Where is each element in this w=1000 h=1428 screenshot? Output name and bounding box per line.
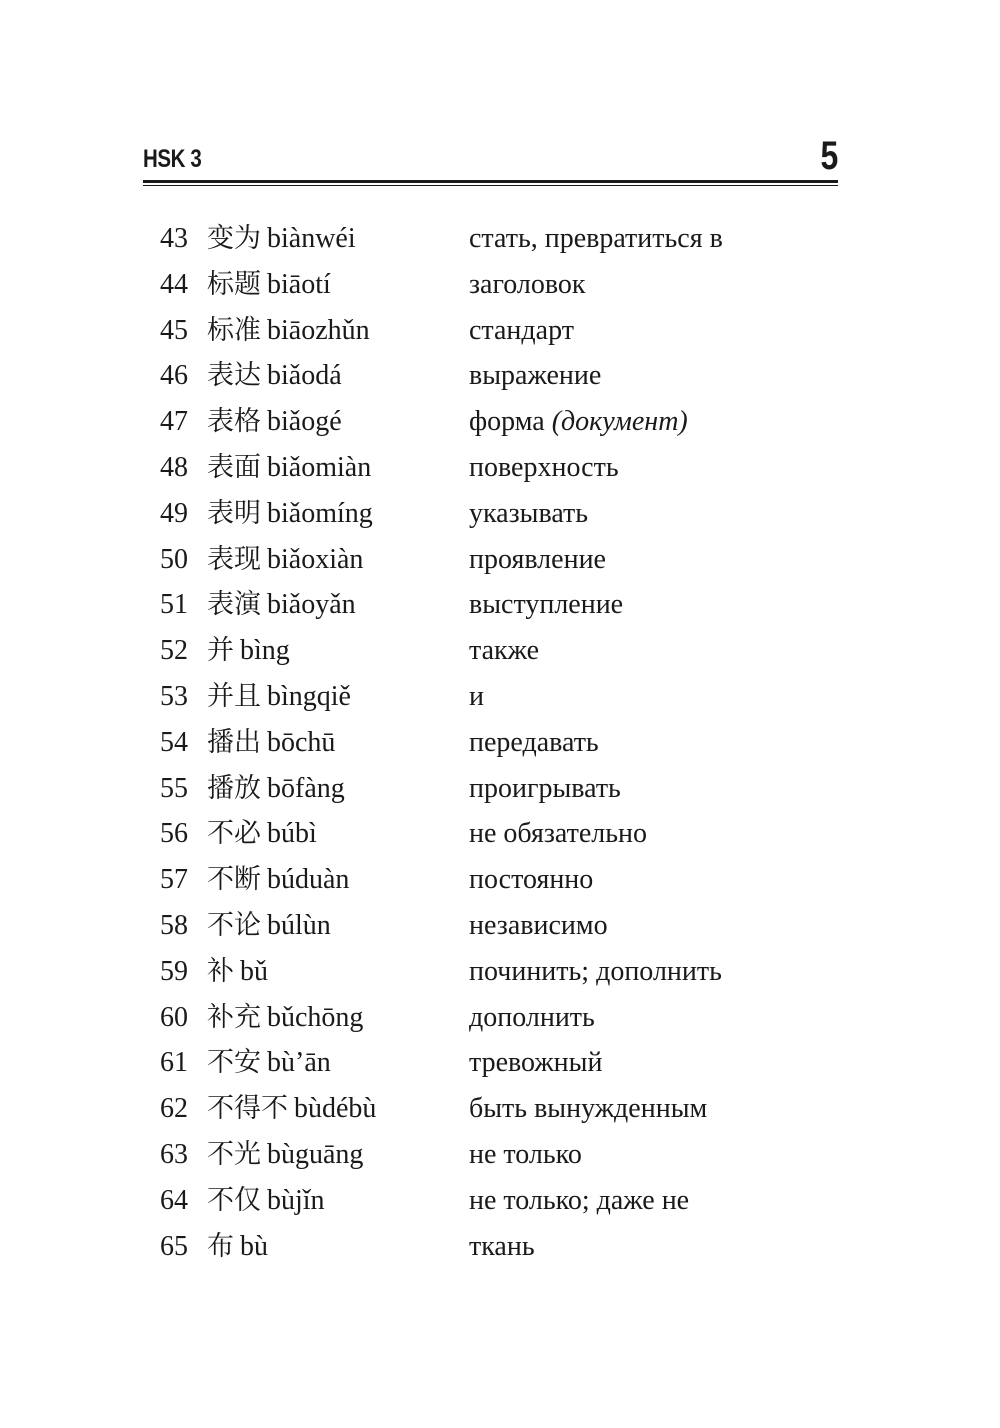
entry-word — [207, 491, 373, 537]
vocab-entry — [140, 811, 840, 857]
vocab-entry — [140, 1224, 840, 1270]
entry-pinyin: biǎomíng — [267, 497, 373, 529]
entry-hanzi: 不光 — [207, 1138, 261, 1170]
entry-meaning — [469, 811, 647, 857]
entry-meaning — [469, 903, 608, 949]
entry-translation: проигрывать — [469, 772, 621, 804]
header-rule-thick — [143, 180, 838, 183]
entry-translation: выступление — [469, 589, 624, 621]
vocab-entry — [140, 537, 840, 583]
entry-translation: передавать — [469, 726, 599, 758]
vocab-entry — [140, 766, 840, 812]
entry-pinyin: bù’ān — [267, 1047, 331, 1079]
entry-number: 55 — [160, 772, 188, 804]
entry-hanzi: 表面 — [207, 451, 261, 483]
entry-pinyin: biǎodá — [267, 360, 342, 392]
entry-pinyin: biǎoxiàn — [267, 543, 364, 575]
entry-note: (документ) — [551, 406, 688, 438]
entry-pinyin: biǎomiàn — [267, 451, 372, 483]
entry-word — [207, 903, 331, 949]
entry-word — [207, 1178, 325, 1224]
entry-hanzi: 补充 — [207, 1001, 261, 1033]
entry-meaning — [469, 857, 593, 903]
entry-pinyin: biāotí — [267, 268, 331, 300]
entry-number: 43 — [160, 223, 188, 254]
entry-translation: поверхность — [469, 451, 619, 483]
entry-hanzi: 不仅 — [207, 1184, 261, 1216]
entry-word — [207, 1132, 363, 1178]
entry-hanzi: 变为 — [207, 223, 261, 254]
vocab-entry — [140, 491, 840, 537]
vocab-entry — [140, 399, 840, 445]
entry-translation: также — [469, 635, 540, 667]
entry-word — [207, 949, 268, 995]
entry-hanzi: 补 — [207, 955, 234, 987]
entry-pinyin: bōchū — [267, 726, 336, 758]
entry-meaning — [469, 1086, 707, 1132]
entry-hanzi: 不必 — [207, 818, 261, 850]
vocab-entry — [140, 582, 840, 628]
entry-word — [207, 445, 371, 491]
entry-hanzi: 表格 — [207, 406, 261, 438]
entry-meaning — [469, 353, 601, 399]
entry-number: 54 — [160, 726, 188, 758]
entry-word — [207, 811, 317, 857]
vocabulary-list — [140, 216, 840, 1269]
entry-meaning — [469, 720, 599, 766]
entry-hanzi: 表达 — [207, 360, 261, 392]
entry-word — [207, 216, 356, 262]
entry-number: 60 — [160, 1001, 188, 1033]
entry-meaning — [469, 766, 621, 812]
entry-pinyin: búduàn — [267, 864, 350, 896]
entry-meaning — [469, 445, 619, 491]
entry-translation: проявление — [469, 543, 606, 575]
entry-word — [207, 628, 290, 674]
entry-hanzi: 并 — [207, 635, 234, 667]
entry-word — [207, 1086, 376, 1132]
entry-number: 44 — [160, 268, 188, 300]
entry-pinyin: biāozhǔn — [267, 314, 370, 346]
entry-hanzi: 不安 — [207, 1047, 261, 1079]
vocab-entry — [140, 903, 840, 949]
vocab-entry — [140, 857, 840, 903]
entry-pinyin: bìngqiě — [267, 680, 351, 712]
entry-pinyin: biǎoyǎn — [267, 589, 356, 621]
entry-number: 51 — [160, 589, 188, 621]
page-header — [143, 128, 838, 184]
series-label: HSK 3 — [143, 145, 202, 173]
vocab-entry — [140, 1178, 840, 1224]
page-number: 5 — [820, 134, 838, 178]
entry-pinyin: biànwéi — [267, 223, 356, 254]
entry-pinyin: bōfàng — [267, 772, 345, 804]
entry-pinyin: bǔ — [240, 955, 268, 987]
entry-translation: починить; дополнить — [469, 955, 722, 987]
entry-meaning — [469, 216, 723, 262]
entry-hanzi: 表明 — [207, 497, 261, 529]
entry-pinyin: búlùn — [267, 909, 331, 941]
entry-pinyin: bǔchōng — [267, 1001, 364, 1033]
entry-meaning — [469, 1132, 582, 1178]
entry-meaning — [469, 995, 595, 1041]
entry-pinyin: búbì — [267, 818, 317, 850]
vocab-entry — [140, 445, 840, 491]
entry-word — [207, 582, 356, 628]
entry-translation: не обязательно — [469, 818, 647, 850]
entry-meaning — [469, 491, 588, 537]
entry-translation: стандарт — [469, 314, 574, 346]
entry-meaning — [469, 674, 484, 720]
entry-pinyin: bùjǐn — [267, 1184, 325, 1216]
entry-word — [207, 353, 342, 399]
entry-word — [207, 399, 342, 445]
entry-number: 62 — [160, 1093, 188, 1125]
entry-meaning — [469, 582, 623, 628]
vocab-entry — [140, 216, 840, 262]
entry-translation: быть вынужденным — [469, 1093, 708, 1125]
vocab-entry — [140, 720, 840, 766]
entry-hanzi: 不论 — [207, 909, 261, 941]
vocab-entry — [140, 674, 840, 720]
vocab-entry — [140, 1040, 840, 1086]
entry-hanzi: 标题 — [207, 268, 261, 300]
entry-meaning — [469, 1224, 535, 1270]
entry-translation: независимо — [469, 909, 608, 941]
vocab-entry — [140, 628, 840, 674]
vocab-entry — [140, 262, 840, 308]
entry-number: 58 — [160, 909, 188, 941]
vocab-entry — [140, 1086, 840, 1132]
entry-hanzi: 表演 — [207, 589, 261, 621]
entry-word — [207, 857, 349, 903]
entry-word — [207, 308, 370, 354]
entry-translation: стать, превратиться в — [469, 223, 723, 254]
entry-number: 59 — [160, 955, 188, 987]
entry-word — [207, 537, 363, 583]
entry-number: 61 — [160, 1047, 188, 1079]
entry-word — [207, 720, 335, 766]
entry-pinyin: bù — [240, 1230, 268, 1262]
vocab-entry — [140, 995, 840, 1041]
entry-pinyin: biǎogé — [267, 406, 342, 438]
entry-number: 50 — [160, 543, 188, 575]
entry-number: 63 — [160, 1138, 188, 1170]
entry-number: 49 — [160, 497, 188, 529]
entry-translation: форма — [469, 406, 552, 438]
entry-translation: выражение — [469, 360, 602, 392]
entry-translation: заголовок — [469, 268, 586, 300]
entry-pinyin: bùdébù — [294, 1093, 377, 1125]
entry-translation: постоянно — [469, 864, 594, 896]
entry-translation: дополнить — [469, 1001, 595, 1033]
entry-word — [207, 1224, 268, 1270]
entry-translation: ткань — [469, 1230, 535, 1262]
entry-hanzi: 标准 — [207, 314, 261, 346]
entry-number: 46 — [160, 360, 188, 392]
entry-hanzi: 不断 — [207, 864, 261, 896]
entry-translation: указывать — [469, 497, 589, 529]
entry-word — [207, 995, 363, 1041]
entry-number: 65 — [160, 1230, 188, 1262]
entry-number: 57 — [160, 864, 188, 896]
entry-translation: и — [469, 680, 484, 712]
entry-meaning — [469, 1040, 602, 1086]
entry-number: 47 — [160, 406, 188, 438]
entry-word — [207, 1040, 331, 1086]
entry-meaning — [469, 308, 574, 354]
entry-number: 53 — [160, 680, 188, 712]
entry-meaning — [469, 537, 606, 583]
vocab-entry — [140, 353, 840, 399]
entry-translation: не только; даже не — [469, 1184, 690, 1216]
entry-word — [207, 262, 331, 308]
header-rule-thin — [143, 185, 838, 186]
entry-word — [207, 674, 351, 720]
vocab-entry — [140, 308, 840, 354]
entry-meaning — [469, 399, 688, 445]
entry-translation: не только — [469, 1138, 582, 1170]
entry-hanzi: 播放 — [207, 772, 261, 804]
entry-meaning — [469, 628, 539, 674]
entry-number: 45 — [160, 314, 188, 346]
entry-pinyin: bìng — [240, 635, 290, 667]
entry-number: 48 — [160, 451, 188, 483]
entry-hanzi: 表现 — [207, 543, 261, 575]
entry-hanzi: 不得不 — [207, 1093, 288, 1125]
vocab-entry — [140, 1132, 840, 1178]
vocab-entry — [140, 949, 840, 995]
entry-translation: тревожный — [469, 1047, 603, 1079]
entry-pinyin: bùguāng — [267, 1138, 364, 1170]
entry-word — [207, 766, 345, 812]
entry-number: 64 — [160, 1184, 188, 1216]
entry-number: 52 — [160, 635, 188, 667]
entry-hanzi: 播出 — [207, 726, 261, 758]
entry-hanzi: 布 — [207, 1230, 234, 1262]
entry-number: 56 — [160, 818, 188, 850]
entry-meaning — [469, 262, 586, 308]
entry-hanzi: 并且 — [207, 680, 261, 712]
entry-meaning — [469, 949, 722, 995]
entry-meaning — [469, 1178, 689, 1224]
